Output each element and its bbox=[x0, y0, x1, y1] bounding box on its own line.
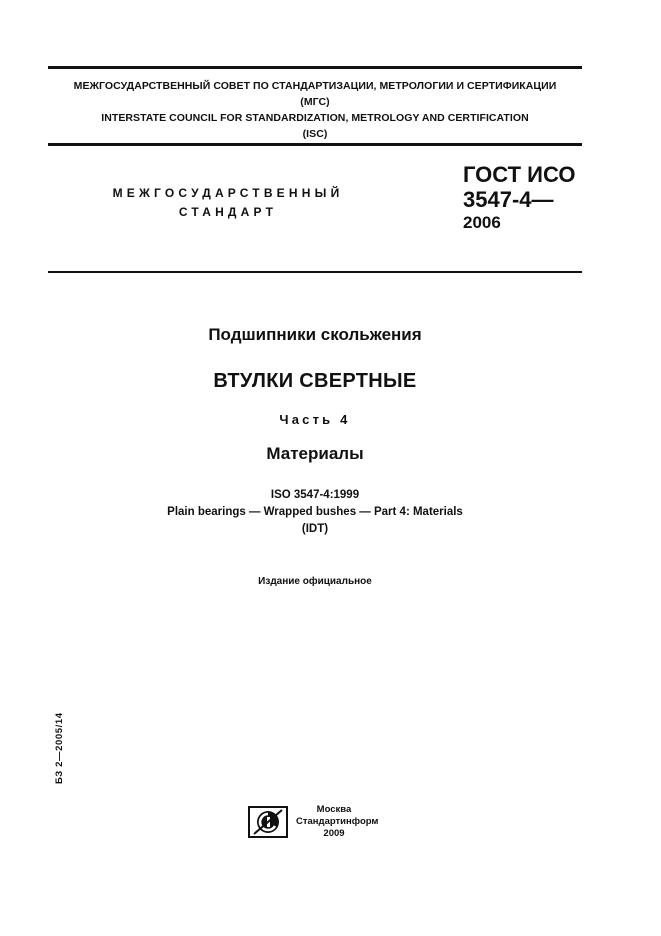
standard-kind-line2: СТАНДАРТ bbox=[178, 205, 278, 219]
title-top-rule bbox=[48, 271, 582, 273]
designation-year: 2006 bbox=[463, 213, 501, 232]
iso-reference bbox=[48, 487, 582, 538]
council-name-en: INTERSTATE COUNCIL FOR STANDARDIZATION, METROLOGY AND CERTIFICATION bbox=[101, 112, 529, 124]
standard-kind-line1: МЕЖГОСУДАРСТВЕННЫЙ bbox=[112, 186, 344, 200]
title-subtitle: Материалы bbox=[266, 444, 364, 463]
council-name-ru: МЕЖГОСУДАРСТВЕННЫЙ СОВЕТ ПО СТАНДАРТИЗАЦИИ, МЕТРОЛОГИИ И СЕРТИФИКАЦИИ bbox=[73, 80, 557, 92]
publisher-name: Стандартинформ bbox=[296, 816, 379, 827]
designation-line1: ГОСТ ИСО bbox=[463, 162, 576, 187]
designation-line2: 3547-4— bbox=[463, 187, 554, 212]
council-abbr-ru: (МГС) bbox=[300, 96, 330, 108]
iso-english-title: Plain bearings — Wrapped bushes — Part 4: Materials bbox=[167, 506, 463, 518]
publisher-city: Москва bbox=[316, 804, 352, 815]
edition-label: Издание официальное bbox=[258, 576, 372, 587]
standartinform-logo-icon bbox=[248, 806, 288, 838]
top-rule bbox=[48, 66, 582, 69]
publisher-year: 2009 bbox=[323, 828, 345, 839]
side-code: БЗ 2—2005/14 bbox=[54, 712, 65, 784]
iso-number: ISO 3547-4:1999 bbox=[270, 489, 360, 501]
iso-degree: (IDT) bbox=[301, 523, 329, 535]
standard-kind bbox=[103, 184, 353, 222]
council-abbr-en: (ISC) bbox=[302, 128, 328, 140]
standard-designation bbox=[463, 162, 575, 234]
council-header bbox=[48, 78, 582, 142]
title-series: Подшипники скольжения bbox=[208, 325, 422, 344]
title-part: Часть 4 bbox=[279, 412, 351, 427]
header-bottom-rule bbox=[48, 143, 582, 146]
title-main: ВТУЛКИ СВЕРТНЫЕ bbox=[213, 370, 417, 392]
publisher-block bbox=[296, 804, 379, 840]
